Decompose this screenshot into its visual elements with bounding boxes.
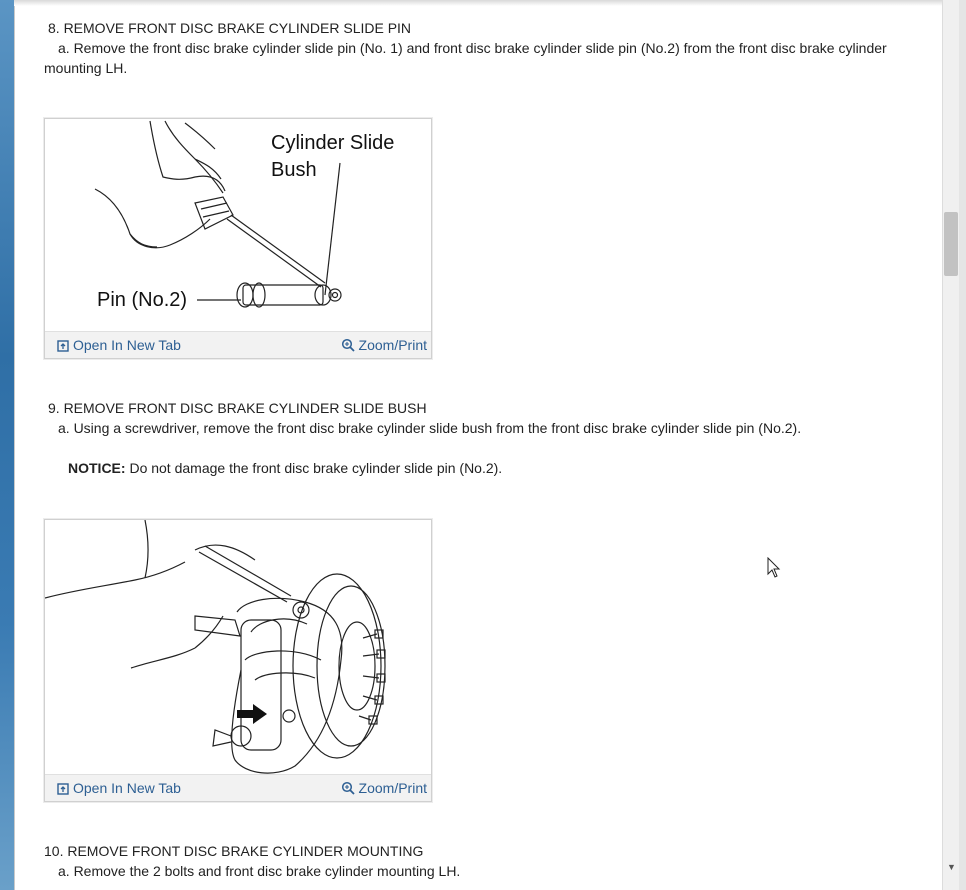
figure-slide-bush-toolbar	[45, 774, 431, 801]
open-in-new-tab-label: Open In New Tab	[73, 780, 181, 796]
figure-slide-bush	[44, 519, 432, 802]
step-10-title: 10. REMOVE FRONT DISC BRAKE CYLINDER MOUNTING	[44, 843, 424, 859]
callout-pin-no2: Pin (No.2)	[97, 289, 188, 311]
figure-slide-pin-image	[45, 119, 429, 331]
step-10-instruction: a. Remove the 2 bolts and front disc brake cylinder mounting LH.	[58, 863, 461, 879]
desktop-background	[0, 0, 14, 890]
step-9-instruction: a. Using a screwdriver, remove the front disc brake cylinder slide bush from the front disc brake cylinder slide pin (No.2).	[58, 420, 802, 436]
zoom-print-label: Zoom/Print	[358, 337, 427, 353]
open-in-new-tab-label: Open In New Tab	[73, 337, 181, 353]
mouse-pointer-icon	[767, 557, 781, 579]
step-8-title: 8. REMOVE FRONT DISC BRAKE CYLINDER SLIDE PIN	[48, 20, 412, 36]
callout-cylinder-slide-bush-line2: Bush	[271, 159, 317, 181]
open-in-new-tab-link[interactable]	[57, 780, 181, 796]
figure-slide-bush-image	[45, 520, 429, 774]
notice-text: Do not damage the front disc brake cylinder slide pin (No.2).	[125, 460, 503, 476]
magnifier-icon	[341, 338, 355, 352]
zoom-print-label: Zoom/Print	[358, 780, 427, 796]
vertical-scrollbar[interactable]	[942, 0, 960, 890]
scroll-down-arrow-icon[interactable]: ▼	[947, 862, 956, 872]
open-in-new-tab-link[interactable]	[57, 337, 181, 353]
open-new-tab-icon	[57, 783, 69, 795]
figure-slide-pin	[44, 118, 432, 359]
callout-cylinder-slide-bush-line1: Cylinder Slide	[271, 132, 395, 154]
step-9-notice	[68, 460, 502, 476]
window-right-edge	[959, 0, 966, 890]
zoom-print-link[interactable]	[341, 780, 427, 796]
notice-label: NOTICE:	[68, 460, 126, 476]
figure-slide-pin-toolbar	[45, 331, 431, 358]
step-9-title: 9. REMOVE FRONT DISC BRAKE CYLINDER SLIDE BUSH	[48, 400, 427, 416]
scrollbar-thumb[interactable]	[944, 212, 958, 276]
slide-pin-illustration	[45, 119, 429, 331]
open-new-tab-icon	[57, 340, 69, 352]
window-top-edge	[14, 0, 942, 6]
slide-bush-illustration	[45, 520, 429, 774]
magnifier-icon	[341, 781, 355, 795]
zoom-print-link[interactable]	[341, 337, 427, 353]
step-8-instruction: a. Remove the front disc brake cylinder slide pin (No. 1) and front disc brake cylinder slide pin (No.2) from the front disc brake cylinder mounting LH.	[44, 40, 887, 76]
